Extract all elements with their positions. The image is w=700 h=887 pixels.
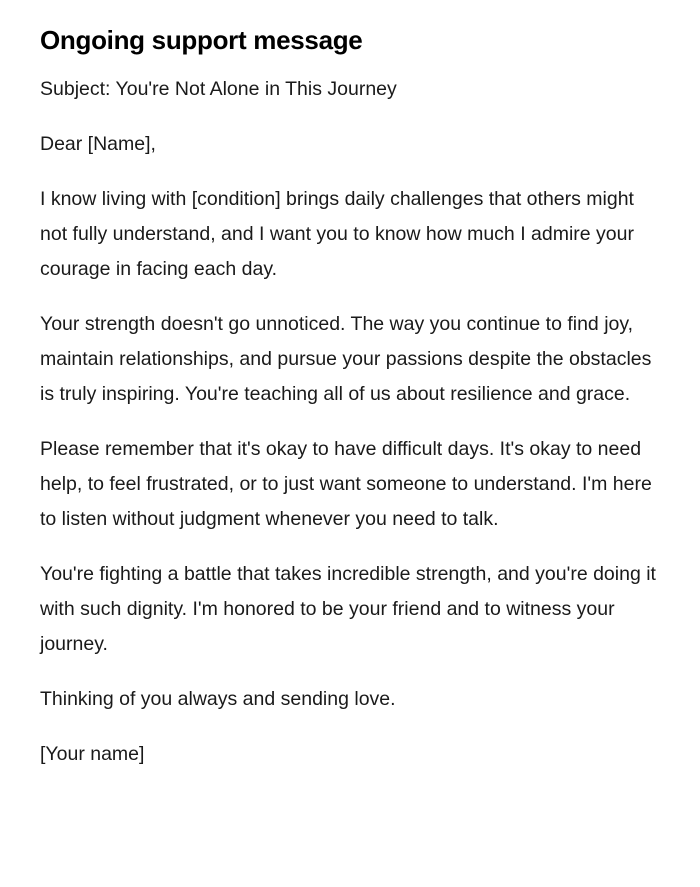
subject-line: Subject: You're Not Alone in This Journey <box>40 78 397 100</box>
greeting: Dear [Name], <box>40 133 156 155</box>
body-paragraph: You're fighting a battle that takes incredible strength, and you're doing it with such dignity. I'm honored to be your friend and to witness your journey. <box>40 563 656 655</box>
closing-line: Thinking of you always and sending love. <box>40 688 396 710</box>
signature: [Your name] <box>40 743 145 765</box>
body-paragraph: Please remember that it's okay to have difficult days. It's okay to need help, to feel frustrated, or to just want someone to understand. I'm here to listen without judgment whenever you need to talk. <box>40 438 652 530</box>
body-paragraph: Your strength doesn't go unnoticed. The way you continue to find joy, maintain relationships, and pursue your passions despite the obstacles is truly inspiring. You're teaching all of us about resilience and grace. <box>40 313 652 405</box>
body-paragraph: I know living with [condition] brings daily challenges that others might not fully understand, and I want you to know how much I admire your courage in facing each day. <box>40 188 634 280</box>
page-title: Ongoing support message <box>40 25 363 55</box>
